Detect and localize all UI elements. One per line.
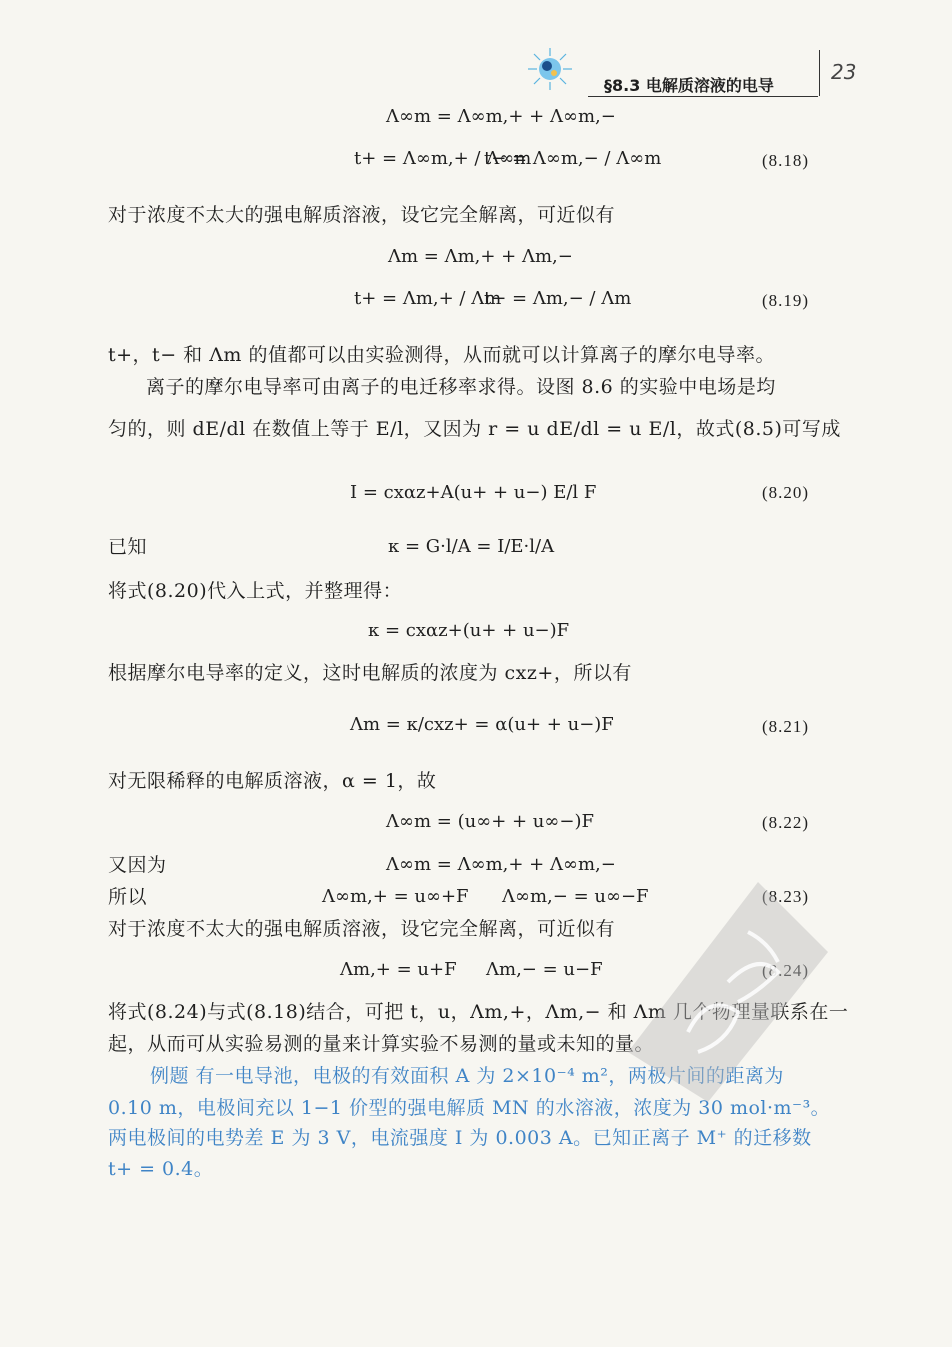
- paragraph-known: 已知: [108, 536, 148, 558]
- paragraph-molar-definition: 根据摩尔电导率的定义，这时电解质的浓度为 cxz+，所以有: [108, 662, 632, 684]
- paragraph-strong-electrolyte-1: 对于浓度不太大的强电解质溶液，设它完全解离，可近似有: [108, 204, 616, 226]
- equation-8-21: Λm = κ/cxz+ = α(u+ + u−)F: [350, 714, 614, 735]
- equation-number-8-19: (8.19): [762, 291, 810, 310]
- paragraph-combine-line1: 将式(8.24)与式(8.18)结合，可把 t，u，Λm,+，Λm,− 和 Λm 几个物理量联系在一: [108, 1001, 849, 1023]
- header-vertical-rule: [819, 50, 820, 96]
- paragraph-also-because: 又因为: [108, 854, 167, 876]
- example-line2: 0.10 m，电极间充以 1−1 价型的强电解质 MN 的水溶液，浓度为 30 mol·m⁻³。: [108, 1097, 831, 1119]
- equation-kappa-definition: κ = G·l/A = I/E·l/A: [388, 536, 555, 557]
- paragraph-combine-line2: 起，从而可从实验易测的量来计算实验不易测的量或未知的量。: [108, 1033, 655, 1055]
- paragraph-mobility-line2: 匀的，则 dE/dl 在数值上等于 E/l，又因为 r = u dE/dl = u E/l，故式(8.5)可写成: [108, 418, 841, 440]
- equation-8-18-t-plus: t+ = Λ∞m,+ / Λ∞m: [354, 148, 532, 169]
- example-line1: 例题 有一电导池，电极的有效面积 A 为 2×10⁻⁴ m²，两极片间的距离为: [150, 1065, 784, 1087]
- paragraph-measured-values: t+，t− 和 Λm 的值都可以由实验测得，从而就可以计算离子的摩尔电导率。: [108, 344, 775, 366]
- equation-number-8-18: (8.18): [762, 151, 810, 170]
- equation-kappa-result: κ = cxαz+(u+ + u−)F: [368, 620, 570, 641]
- paragraph-infinite-dilution: 对无限稀释的电解质溶液，α = 1，故: [108, 770, 437, 792]
- equation-molar-sum: Λm = Λm,+ + Λm,−: [388, 246, 573, 267]
- paragraph-mobility-line1: 离子的摩尔电导率可由离子的电迁移率求得。设图 8.6 的实验中电场是均: [146, 376, 776, 398]
- header-rule: [588, 96, 818, 97]
- example-line4: t+ = 0.4。: [108, 1158, 214, 1180]
- watermark-stamp-icon: [598, 862, 848, 1112]
- example-line3: 两电极间的电势差 E 为 3 V，电流强度 I 为 0.003 A。已知正离子 M⁺ 的迁移数: [108, 1127, 812, 1149]
- header-section-title: §8.3 电解质溶液的电导: [604, 76, 774, 95]
- equation-limiting-sum-repeat: Λ∞m = Λ∞m,+ + Λ∞m,−: [386, 854, 616, 875]
- equation-8-24-anion: Λm,− = u−F: [486, 959, 603, 980]
- equation-number-8-22: (8.22): [762, 813, 810, 832]
- equation-8-20: I = cxαz+A(u+ + u−) E/l F: [350, 482, 597, 503]
- paragraph-therefore: 所以: [108, 886, 148, 908]
- equation-number-8-21: (8.21): [762, 717, 810, 736]
- equation-number-8-24: (8.24): [762, 961, 810, 980]
- equation-8-19-t-minus: t− = Λm,− / Λm: [484, 288, 632, 309]
- equation-number-8-23: (8.23): [762, 887, 810, 906]
- paragraph-strong-electrolyte-2: 对于浓度不太大的强电解质溶液，设它完全解离，可近似有: [108, 918, 616, 940]
- header-logo-icon: [520, 44, 580, 94]
- equation-8-24-cation: Λm,+ = u+F: [340, 959, 457, 980]
- equation-8-22: Λ∞m = (u∞+ + u∞−)F: [386, 811, 594, 832]
- equation-limiting-sum: Λ∞m = Λ∞m,+ + Λ∞m,−: [386, 106, 616, 127]
- equation-8-19-t-plus: t+ = Λm,+ / Λm: [354, 288, 502, 309]
- equation-8-18-t-minus: t− = Λ∞m,− / Λ∞m: [484, 148, 662, 169]
- equation-8-23-anion: Λ∞m,− = u∞−F: [502, 886, 649, 907]
- equation-number-8-20: (8.20): [762, 483, 810, 502]
- page-number: 23: [831, 60, 857, 84]
- paragraph-substitute: 将式(8.20)代入上式，并整理得：: [108, 580, 403, 602]
- equation-8-23-cation: Λ∞m,+ = u∞+F: [322, 886, 469, 907]
